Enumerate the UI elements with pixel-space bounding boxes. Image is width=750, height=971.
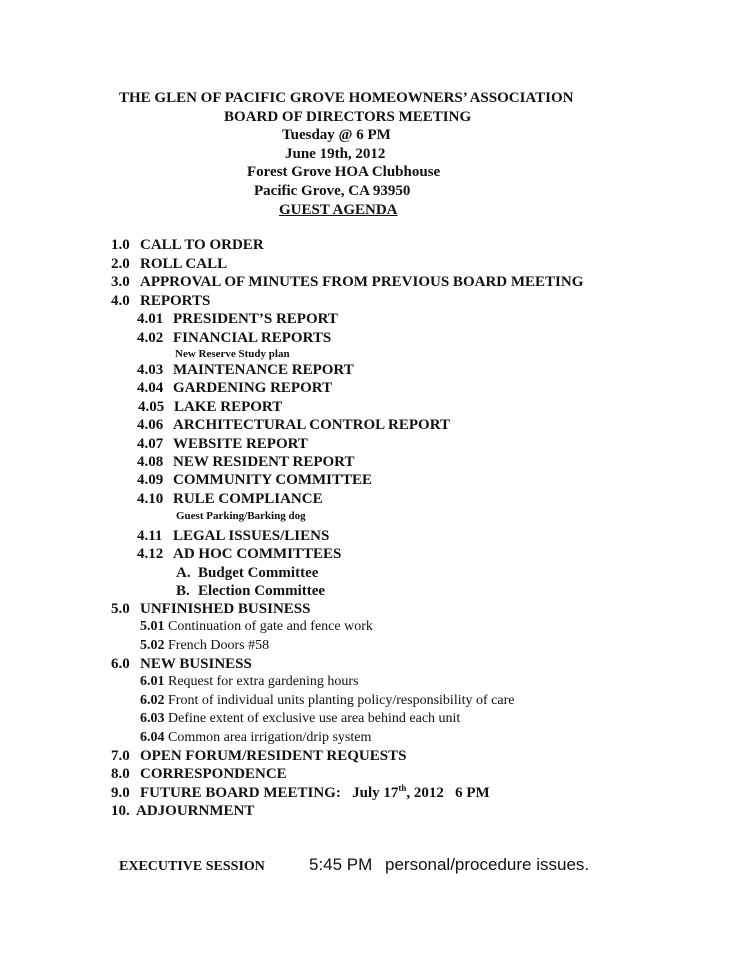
item-label: LEGAL ISSUES/LIENS (173, 528, 330, 544)
unfinished-item-french-doors (140, 637, 269, 655)
new-item-exclusive-use-area (140, 710, 460, 728)
agenda-item-approval-of-minutes (111, 273, 583, 291)
executive-session-note: personal/procedure issues. (385, 855, 590, 874)
agenda-title: GUEST AGENDA (279, 202, 398, 218)
item-label: NEW BUSINESS (140, 656, 252, 672)
item-label: Request for extra gardening hours (168, 674, 359, 689)
item-label: PRESIDENT’S REPORT (173, 311, 338, 327)
item-number: 4.12 (137, 546, 164, 562)
item-number: 5.02 (140, 638, 165, 653)
date-year: , 2012 (406, 785, 444, 801)
item-label: RULE COMPLIANCE (173, 491, 323, 507)
item-label: UNFINISHED BUSINESS (140, 601, 311, 617)
item-label: Election Committee (198, 583, 326, 599)
item-number: 4.01 (137, 311, 164, 327)
item-number: 4.11 (137, 528, 163, 544)
item-number: 5.0 (111, 601, 130, 617)
executive-session-label: EXECUTIVE SESSION (119, 859, 265, 874)
item-number: 6.01 (140, 674, 165, 689)
meeting-date: June 19th, 2012 (285, 146, 386, 162)
item-letter: A. (176, 565, 191, 581)
item-label: FUTURE BOARD MEETING: (140, 785, 341, 801)
agenda-item-future-board-meeting (111, 784, 490, 802)
item-label: NEW RESIDENT REPORT (173, 454, 355, 470)
report-community-committee (137, 471, 372, 489)
item-number: 4.06 (137, 417, 164, 433)
item-label: French Doors #58 (168, 638, 270, 653)
committee-election (176, 582, 325, 600)
item-number: 4.10 (137, 491, 164, 507)
new-item-irrigation (140, 729, 371, 747)
item-label: ROLL CALL (140, 256, 228, 272)
item-number: 9.0 (111, 785, 130, 801)
committee-budget (176, 564, 318, 582)
item-number: 1.0 (111, 237, 130, 253)
agenda-item-open-forum (111, 747, 406, 765)
agenda-item-roll-call (111, 255, 227, 273)
report-lake (138, 398, 282, 416)
agenda-item-adjournment (111, 802, 254, 820)
report-ad-hoc-committees (137, 545, 341, 563)
item-label: CALL TO ORDER (140, 237, 264, 253)
item-number: 4.0 (111, 293, 130, 309)
item-label: MAINTENANCE REPORT (173, 362, 354, 378)
item-label: Define extent of exclusive use area behind each unit (168, 711, 461, 726)
item-label: Continuation of gate and fence work (168, 619, 373, 634)
report-gardening (137, 379, 332, 397)
item-label: CORRESPONDENCE (140, 766, 287, 782)
item-number: 10. (111, 803, 130, 819)
item-number: 6.0 (111, 656, 130, 672)
new-item-gardening-hours (140, 673, 359, 691)
report-architectural-control (137, 416, 450, 434)
item-number: 4.08 (137, 454, 164, 470)
item-label: ADJOURNMENT (136, 803, 255, 819)
meeting-city: Pacific Grove, CA 93950 (254, 183, 411, 199)
meeting-day-time: Tuesday @ 6 PM (282, 127, 391, 143)
report-financial-note: New Reserve Study plan (175, 348, 290, 360)
item-number: 5.01 (140, 619, 165, 634)
new-item-planting-policy (140, 692, 514, 710)
item-number: 4.04 (137, 380, 164, 396)
item-number: 4.07 (137, 436, 164, 452)
report-rule-compliance-note: Guest Parking/Barking dog (176, 510, 306, 522)
report-new-resident (137, 453, 354, 471)
item-label: Budget Committee (198, 565, 319, 581)
association-title: THE GLEN OF PACIFIC GROVE HOMEOWNERS’ ASSOCIATION (119, 90, 574, 106)
item-number: 2.0 (111, 256, 130, 272)
future-meeting-date (352, 785, 444, 801)
item-label: LAKE REPORT (174, 399, 283, 415)
item-number: 6.03 (140, 711, 165, 726)
item-number: 6.04 (140, 730, 165, 745)
date-suffix: th (398, 783, 407, 793)
report-maintenance (137, 361, 354, 379)
future-meeting-time: 6 PM (455, 785, 490, 801)
item-number: 6.02 (140, 693, 165, 708)
executive-session-time: 5:45 PM (309, 855, 373, 874)
item-label: OPEN FORUM/RESIDENT REQUESTS (140, 748, 407, 764)
item-label: REPORTS (140, 293, 211, 309)
agenda-item-unfinished-business (111, 600, 310, 618)
item-label: WEBSITE REPORT (173, 436, 308, 452)
item-letter: B. (176, 583, 190, 599)
report-rule-compliance (137, 490, 323, 508)
item-label: Common area irrigation/drip system (168, 730, 372, 745)
item-label: AD HOC COMMITTEES (173, 546, 342, 562)
report-financial (137, 329, 331, 347)
item-label: APPROVAL OF MINUTES FROM PREVIOUS BOARD MEETING (140, 274, 584, 290)
item-label: COMMUNITY COMMITTEE (173, 472, 373, 488)
date-main: July 17 (352, 785, 399, 801)
item-number: 4.02 (137, 330, 164, 346)
agenda-item-call-to-order (111, 236, 264, 254)
item-label: FINANCIAL REPORTS (173, 330, 332, 346)
item-number: 4.03 (137, 362, 164, 378)
agenda-item-reports (111, 292, 210, 310)
meeting-venue: Forest Grove HOA Clubhouse (247, 164, 441, 180)
item-number: 8.0 (111, 766, 130, 782)
unfinished-item-gate-fence (140, 618, 373, 636)
item-number: 4.09 (137, 472, 164, 488)
agenda-item-correspondence (111, 765, 287, 783)
agenda-item-new-business (111, 655, 252, 673)
item-label: Front of individual units planting policy/responsibility of care (168, 693, 515, 708)
item-number: 4.05 (138, 399, 165, 415)
report-website (137, 435, 308, 453)
report-presidents (137, 310, 338, 328)
meeting-title: BOARD OF DIRECTORS MEETING (224, 109, 472, 125)
item-label: ARCHITECTURAL CONTROL REPORT (173, 417, 451, 433)
report-legal-issues (137, 527, 329, 545)
item-label: GARDENING REPORT (173, 380, 333, 396)
item-number: 7.0 (111, 748, 130, 764)
item-number: 3.0 (111, 274, 130, 290)
